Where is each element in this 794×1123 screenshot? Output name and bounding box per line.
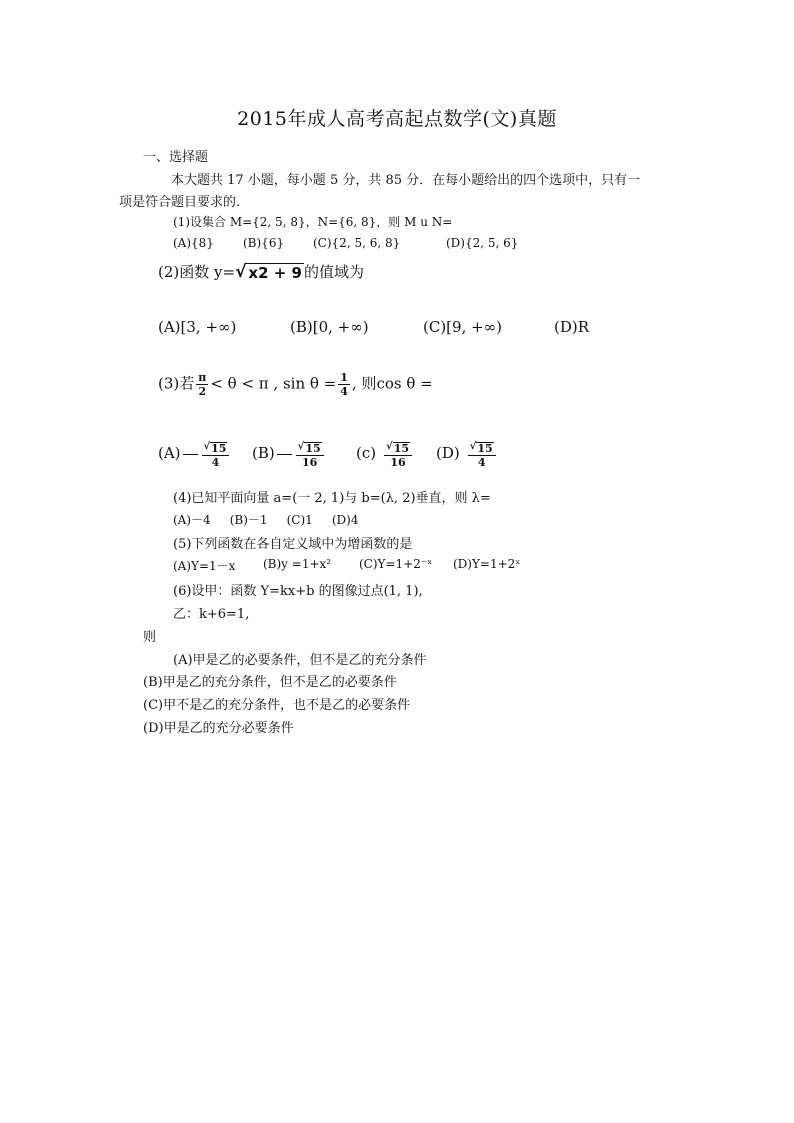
fraction-denominator: 4	[211, 456, 220, 469]
question-2-option-d: (D)R	[554, 318, 590, 336]
sqrt-radicand: 15	[393, 442, 409, 455]
fraction-numerator: π	[198, 371, 207, 384]
section-heading: 一、选择题	[143, 150, 209, 165]
question-2-prefix: (2)函数 y=	[158, 263, 236, 281]
question-4-options: (A)－4 (B)－1 (C)1 (D)4	[173, 513, 359, 527]
option-fraction	[202, 440, 230, 468]
question-2-option-b: (B)[0, +∞)	[290, 318, 369, 336]
page-title: 2015年成人高考高起点数学(文)真题	[237, 108, 557, 130]
option-label: (A)	[158, 444, 181, 462]
sqrt-sign: √	[203, 441, 211, 452]
question-3-prefix: (3)若	[158, 374, 195, 393]
question-1-option-c: (C){2, 5, 6, 8}	[313, 236, 401, 250]
fraction-pi-over-2	[196, 372, 208, 397]
question-3-option-c	[356, 440, 414, 468]
question-3-option-a	[158, 440, 231, 468]
minus-sign	[183, 454, 198, 455]
question-6-option-a: (A)甲是乙的必要条件，但不是乙的充分条件	[173, 653, 427, 668]
question-5-option-d: (D)Y=1+2ˣ	[453, 557, 521, 571]
question-3-suffix: , 则cos θ =	[351, 374, 433, 393]
question-6-then: 则	[143, 630, 157, 645]
question-5-option-c: (C)Y=1+2⁻ˣ	[359, 557, 433, 571]
question-3-option-b	[252, 440, 326, 468]
fraction-one-quarter	[338, 372, 350, 397]
question-1-option-a: (A){8}	[173, 236, 214, 250]
sqrt-sign: √	[469, 441, 477, 452]
question-6-stem-1: (6)设甲：函数 Y=kx+b 的图像过点(1, 1),	[173, 584, 423, 599]
fraction-denominator: 16	[390, 456, 406, 469]
option-label: (B)	[252, 444, 275, 462]
question-2-suffix: 的值域为	[303, 263, 364, 281]
question-3-option-d	[436, 440, 498, 468]
sqrt-sign: √	[386, 441, 393, 452]
question-2-stem	[158, 261, 364, 282]
fraction-numerator	[384, 440, 412, 456]
question-6-stem-2: 乙：k+6=1,	[173, 607, 250, 622]
question-5-option-a: (A)Y=1－x	[173, 559, 236, 573]
sqrt-radicand: x2 + 9	[248, 264, 302, 282]
fraction-numerator	[468, 440, 496, 456]
fraction-numerator: 1	[340, 371, 348, 384]
option-fraction	[384, 440, 412, 468]
question-6-option-b: (B)甲是乙的充分条件，但不是乙的必要条件	[143, 675, 397, 690]
sqrt-sign: √	[297, 441, 305, 452]
question-2-option-c: (C)[9, +∞)	[423, 318, 503, 336]
question-1-stem: (1)设集合 M={2, 5, 8}，N={6, 8}，则 M u N=	[173, 215, 453, 229]
option-fraction	[296, 440, 324, 468]
question-1-option-b: (B){6}	[243, 236, 285, 250]
question-3-stem	[158, 372, 433, 397]
fraction-denominator: 4	[340, 385, 348, 398]
intro-line-2: 项是符合题目要求的.	[119, 195, 241, 210]
sqrt-expression	[235, 263, 304, 282]
option-label: (D)	[436, 444, 460, 462]
option-fraction	[468, 440, 496, 468]
intro-line-1: 本大题共 17 小题，每小题 5 分，共 85 分．在每小题给出的四个选项中，只有一	[171, 173, 641, 188]
fraction-numerator	[202, 440, 230, 456]
fraction-numerator	[296, 440, 324, 456]
question-5-stem: (5)下列函数在各自定义域中为增函数的是	[173, 537, 413, 552]
fraction-denominator: 4	[477, 456, 486, 469]
fraction-denominator: 2	[198, 385, 207, 398]
fraction-denominator: 16	[302, 456, 318, 469]
sqrt-sign: √	[235, 262, 247, 282]
sqrt-radicand: 15	[477, 442, 493, 455]
sqrt-radicand: 15	[305, 442, 321, 455]
question-6-option-d: (D)甲是乙的充分必要条件	[143, 721, 294, 736]
question-3-mid: < θ < π , sin θ =	[210, 374, 337, 393]
question-1-option-d: (D){2, 5, 6}	[446, 236, 519, 250]
question-6-option-c: (C)甲不是乙的充分条件，也不是乙的必要条件	[143, 698, 411, 713]
minus-sign	[277, 454, 292, 455]
question-5-option-b: (B)y =1+x²	[263, 557, 332, 571]
option-label: (c)	[356, 444, 377, 462]
question-4-stem: (4)已知平面向量 a=(一 2, 1)与 b=(λ, 2)垂直，则 λ=	[173, 491, 491, 506]
sqrt-radicand: 15	[211, 442, 227, 455]
question-2-option-a: (A)[3, +∞)	[158, 318, 237, 336]
